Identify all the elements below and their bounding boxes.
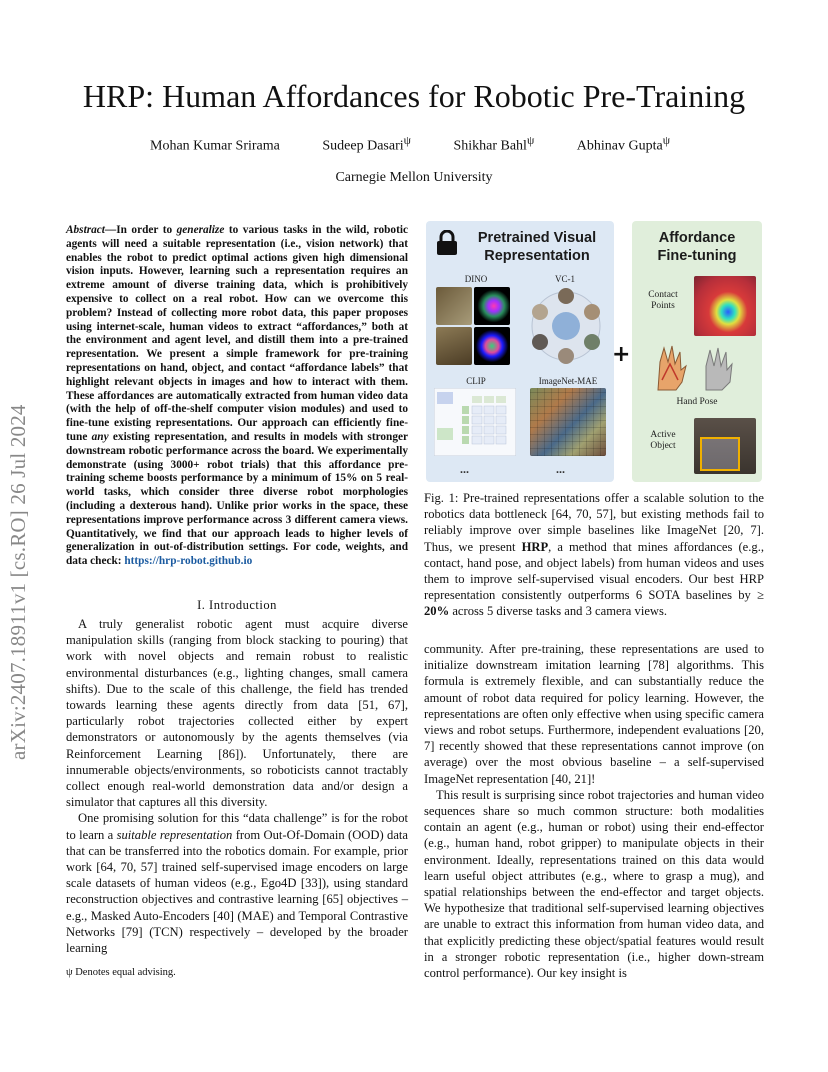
- contact-points-heatmap: [694, 276, 756, 336]
- abstract-lead: Abstract: [66, 224, 105, 236]
- more-dots-2: ...: [556, 462, 565, 476]
- intro-paragraph-3: community. After pre-training, these representations are used to initialize downstream imitation learning [78] algorithms. This formula is extremely flexible, and can substantially reduce the amount of robot data required for policy learning. However, the representations are often only effective when using specific camera views and robot setups. Furthermore, independent evaluations [20, 7] recently showed that these representations cannot improve (on average) over the most obvious baseline – a self-supervised ImageNet representation [40, 21]!: [424, 642, 764, 786]
- plus-sign: +: [612, 342, 631, 367]
- footnote: ψ Denotes equal advising.: [66, 967, 176, 978]
- author-1: Mohan Kumar Srirama: [150, 138, 280, 154]
- figure-caption: Fig. 1: Pre-trained representations offer a scalable solution to the robotics data bottleneck [64, 70, 57], but existing methods fail to reliably improve over simple baselines like ImageNet [20, 7]. Thus, we present HRP, a method that mines affordances (e.g., contact, hand pose, and object labels) from human videos and uses them to improve self-supervised visual encoders. Our best HRP representation consistently outperforms 6 SOTA baselines by ≥ 20% across 5 diverse tasks and 3 camera views.: [424, 491, 764, 619]
- hand-pose-illustration: [648, 340, 744, 392]
- panel-label-vc1: VC-1: [555, 274, 575, 284]
- figure-right-heading: Affordance Fine-tuning: [657, 230, 737, 264]
- vc1-wheel-diagram: [528, 286, 604, 366]
- dino-image-2: [474, 287, 510, 325]
- more-dots-1: ...: [460, 462, 469, 476]
- intro-paragraph-4: This result is surprising since robot trajectories and human video sequences share so much common structure: both modalities contain an agent (e.g., human or robot) using their end-effector (e.g., human hand, robot gripper) to manipulate objects in their environment. Ideally, representations trained on this data would learn useful object attributes (e.g., where to grasp a mug), and spatial relationships between the end-effector and target objects. We hypothesize that traditional self-supervised learning objectives are unable to extract this information from human video data, and that explicitly predicting these object/spatial features would result in a stronger robotic representation (i.e., higher down-stream control performance). Our key insight is: [424, 787, 764, 981]
- project-link[interactable]: https://hrp-robot.github.io: [124, 555, 253, 568]
- label-active-object: Active Object: [650, 430, 676, 451]
- panel-label-dino: DINO: [464, 274, 488, 284]
- dino-image-4: [474, 327, 510, 365]
- author-list: [150, 134, 670, 155]
- author-3: Shikhar Bahl$^\psi$: [453, 134, 535, 154]
- abstract-text-2: to various tasks in the wild, robotic agents will need a suitable representation (i.e., vision network) that enables the robot to predict optimal actions given high dimensional vision inputs. However, learning such a representation requires an extreme amount of diverse training data, which is prohibitively expensive to collect on a real robot. How can we overcome this problem? Instead of collecting more robot data, this paper proposes using internet-scale, human videos to extract “affordances,” both at the environment and agent level, and distill them into a pre-trained representation. We present a simple framework for pre-training representations on hand, object, and contact “affordance labels” that highlight relevant objects in images and how to interact with them. These affordances are automatically extracted from human video data (with the help of off-the-shelf computer vision modules) and used to fine-tune existing representations. Our approach can efficiently fine-tune: [66, 224, 408, 443]
- author-2: Sudeep Dasari$^\psi$: [322, 134, 411, 154]
- clip-matrix-diagram: [434, 388, 516, 456]
- abstract-text-3: existing representation, and results in models with stronger downstream robotic performance across the board. We experimentally demonstrate (using 3000+ robot trials) that this affordance pre-training scheme boosts performance by a minimum of 15% on 5 real-world tasks, which consider three diverse robot morphologies (including a dexterous hand). Unlike prior works in the space, these representations improve performance across 3 different camera views. Quantitatively, we find that our approach leads to higher levels of generalization in out-of-distribution settings. For code, weights, and data check:: [66, 430, 409, 568]
- active-object-box: [700, 437, 740, 471]
- intro-right-column: [424, 641, 764, 981]
- figure-left-heading: Pretrained Visual Representation: [477, 230, 597, 264]
- panel-label-clip: CLIP: [466, 376, 486, 386]
- arxiv-stamp: arXiv:2407.18911v1 [cs.RO] 26 Jul 2024: [6, 404, 30, 760]
- abstract-text-1: —In order to: [104, 224, 177, 236]
- abstract: [66, 224, 408, 569]
- panel-label-imagenet-mae: ImageNet-MAE: [538, 376, 598, 386]
- paper-title: HRP: Human Affordances for Robotic Pre-Training: [82, 78, 746, 114]
- dino-image-3: [436, 327, 472, 365]
- section-heading: I. Introduction: [197, 598, 277, 612]
- intro-paragraph-1: A truly generalist robotic agent must acquire diverse manipulation skills (ranging from block stacking to pouring) that work with novel objects and remain robust to realistic environmental disturbances (e.g., lighting changes, small camera shifts). Due to the scale of this challenge, the field has trended towards learning these agents directly from data [51, 67], particularly robot trajectories collected either by expert demonstrators or autonomously by the agents themselves (via Reinforcement Learning [86]). Unfortunately, there are innumerable objects/environments, so roboticists cannot tractably collect enough real-world demonstration data and/or design a simulator that captures all this diversity.: [66, 617, 408, 810]
- imagenet-mosaic: [530, 388, 606, 456]
- affiliation: Carnegie Mellon University: [335, 170, 493, 185]
- intro-left-column: [66, 616, 408, 956]
- intro-paragraph-2: One promising solution for this “data challenge” is for the robot to learn a suitable representation from Out-Of-Domain (OOD) data that can be transferred into the robotics domain. For example, prior work [64, 70, 57] trained self-supervised image encoders on large scale datasets of human videos (e.g., Ego4D [33]), using standard reconstruction objectives and contrastive learning [65] objectives – e.g., Masked Auto-Encoders [40] (MAE) and Temporal Contrastive Networks [79] (TCN) respectively – developed by the broader learning: [66, 811, 408, 956]
- abstract-em-1: generalize: [176, 224, 225, 236]
- label-contact-points: Contact Points: [648, 290, 678, 311]
- label-hand-pose: Hand Pose: [676, 397, 718, 407]
- dino-image-1: [436, 287, 472, 325]
- lock-icon: [436, 230, 458, 256]
- abstract-em-2: any: [91, 430, 109, 443]
- author-4: Abhinav Gupta$^\psi$: [576, 134, 670, 154]
